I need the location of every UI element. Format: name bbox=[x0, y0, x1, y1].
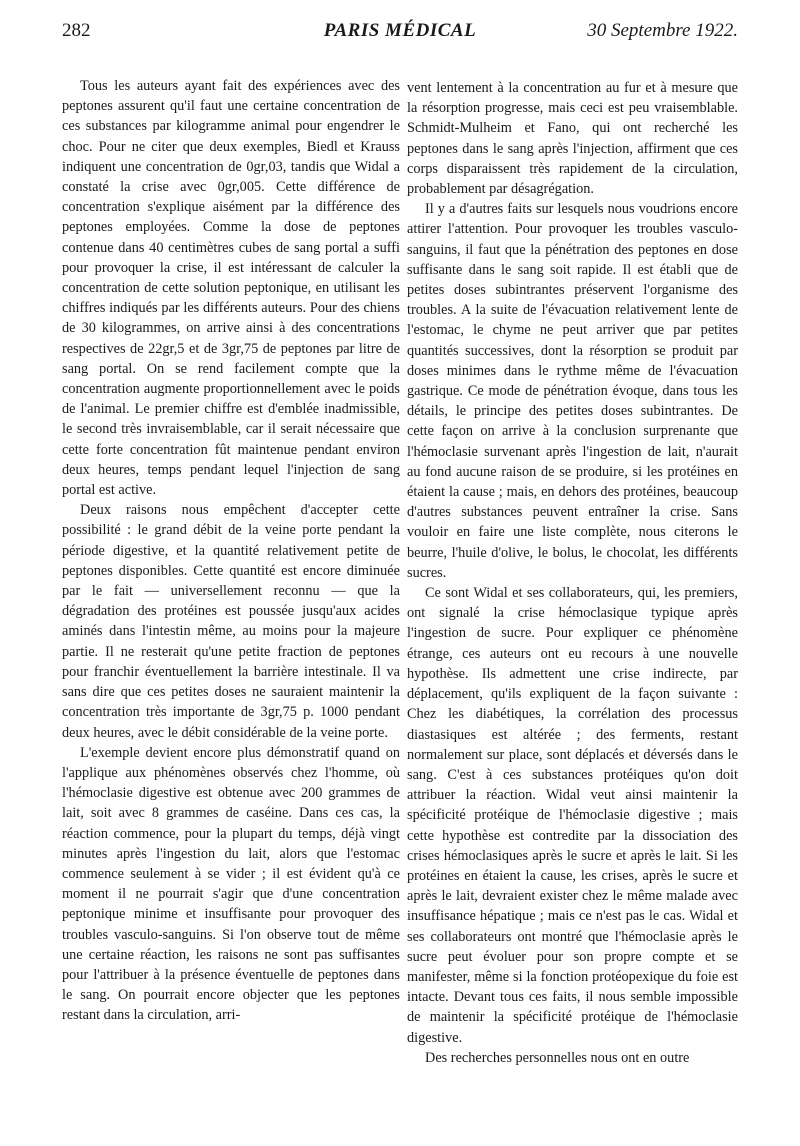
paragraph: Il y a d'autres faits sur lesquels nous voudrions encore attirer l'attention. Pour provoquer les troubles vasculo-sanguins, il faut que la pénétration des peptones en dose suffisante dans le sang soit rapide. Il est établi que de petites doses subintrantes préservent l'organisme des troubles. A la suite de l'évacuation relativement lente de l'estomac, le chyme ne peut arriver que par petites quantités successives, dont la résorption se produit par doses minimes dans le rythme même de l'évacuation gastrique. Ce mode de pénétration évoque, dans tous les détails, le principe des petites doses subintrantes. De cette façon on arrive à la conclusion surprenante que l'hémoclasie survenant après l'ingestion de lait, n'aurait au fond aucune raison de se produire, si les protéines en étaient la cause ; mais, en dehors des protéines, beaucoup d'autres substances peuvent entraîner la crise. Sans vouloir en faire une liste complète, nous citerons le beurre, l'huile d'olive, le bolus, le chocolat, les différents sucres. bbox=[407, 201, 738, 581]
paragraph: L'exemple devient encore plus démonstratif quand on l'applique aux phénomènes observés chez l'homme, où l'hémoclasie digestive est obtenue avec 200 grammes de lait, soit avec 8 grammes de caséine. Dans ces cas, la réaction commence, pour la plupart du temps, déjà vingt minutes après l'ingestion du lait, alors que l'estomac commence seulement à se vider ; il est évident qu'à ce moment il ne pourrait s'agir que d'une concentration peptonique minime et insuffisante pour provoquer des troubles vasculo-sanguins. Si l'on observe tout de même une certaine réaction, les raisons ne sont pas suffisantes pour l'attribuer à la présence éventuelle de peptones dans le sang. On pourrait encore objecter que les peptones restant dans la circulation, arri- bbox=[62, 744, 400, 1024]
page-number: 282 bbox=[62, 20, 91, 41]
issue-date: 30 Septembre 1922. bbox=[587, 20, 738, 41]
paragraph: Tous les auteurs ayant fait des expériences avec des peptones assurent qu'il faut une certaine concentration de ces substances par kilogramme animal pour engendrer le choc. Pour ne citer que deux exemples, Biedl et Krauss indiquent une concentration de 0gr,03, tandis que Widal a constaté la crise avec 0gr,005. Cette différence de concentration s'explique aisément par la différence des peptones employées. Comme la dose de peptones contenue dans 40 centimètres cubes de sang portal a suffi pour provoquer la crise, il est intéressant de calculer la concentration de cette solution peptonique, en utilisant les chiffres indiqués par les différents auteurs. Pour des chiens de 30 kilogrammes, on arrive ainsi à des concentrations respectives de 22gr,5 et de 3gr,75 de peptones par litre de sang portal. On se rend facilement compte que la concentration augmente proportionnellement avec le poids de l'animal. Le premier chiffre est d'emblée inadmissible, le second très invraisemblable, car il serait nécessaire que cette forte concentration fût maintenue pendant environ deux heures, temps pendant lequel l'injection de sang portal est active. bbox=[62, 78, 400, 499]
paragraph: Ce sont Widal et ses collaborateurs, qui, les premiers, ont signalé la crise hémoclasique typique après l'ingestion de sucre. Pour expliquer ce phénomène étrange, ces auteurs ont eu recours à une nouvelle hypothèse. Ils admettent une crise indirecte, par déplacement, qu'ils expliquent de la façon suivante : Chez les diabétiques, la corrélation des processus diastasiques est altérée ; des ferments, restant normalement sur place, sont déplacés et déversés dans le sang. C'est à ces substances protéiques qu'on doit attribuer la réaction. Widal veut ainsi maintenir la spécificité protéique de l'hémoclasie digestive ; mais cette hypothèse est contredite par la dissociation des crises hémoclasiques après le sucre et après le lait. Si les protéines en étaient la cause, les crises, après le sucre et après le lait, devraient exister chez le même malade avec insuffisance hépatique ; mais ce n'est pas le cas. Widal et ses collaborateurs ont montré que l'hémoclasie après le sucre peut évoluer pour son propre compte et se manifester, même si la fonction protéopexique du foie est intacte. Devant tous ces faits, il nous semble impossible de maintenir la spécificité protéique de l'hémoclasie digestive. bbox=[407, 585, 738, 1046]
running-header bbox=[62, 20, 738, 48]
paragraph: vent lentement à la concentration au fur et à mesure que la résorption progresse, mais ceci est peu vraisemblable. Schmidt-Mulheim et Fano, qui ont recherché les peptones dans le sang après l'injection, affirment que ces corps disparaissent très rapidement de la circulation, probablement par désagrégation. bbox=[407, 80, 738, 198]
journal-title: PARIS MÉDICAL bbox=[323, 20, 477, 41]
left-column bbox=[62, 76, 400, 1026]
paragraph: Des recherches personnelles nous ont en outre bbox=[425, 1049, 690, 1066]
right-column bbox=[407, 78, 738, 1068]
paragraph: Deux raisons nous empêchent d'accepter cette possibilité : le grand débit de la veine porte pendant la période digestive, et la quantité relativement petite de peptones disponibles. Cette quantité est encore diminuée par le fait — universellement reconnu — que la dégradation des protéines est poussée jusqu'aux acides aminés dans l'intestin même, au moins pour la majeure partie. Il ne resterait qu'une petite fraction de peptones pour franchir éventuellement la barrière intestinale. Il va sans dire que ces petites doses ne sauraient maintenir la concentration très importante de 3gr,75 p. 1000 pendant deux heures, avec le débit considérable de la veine porte. bbox=[62, 502, 400, 741]
